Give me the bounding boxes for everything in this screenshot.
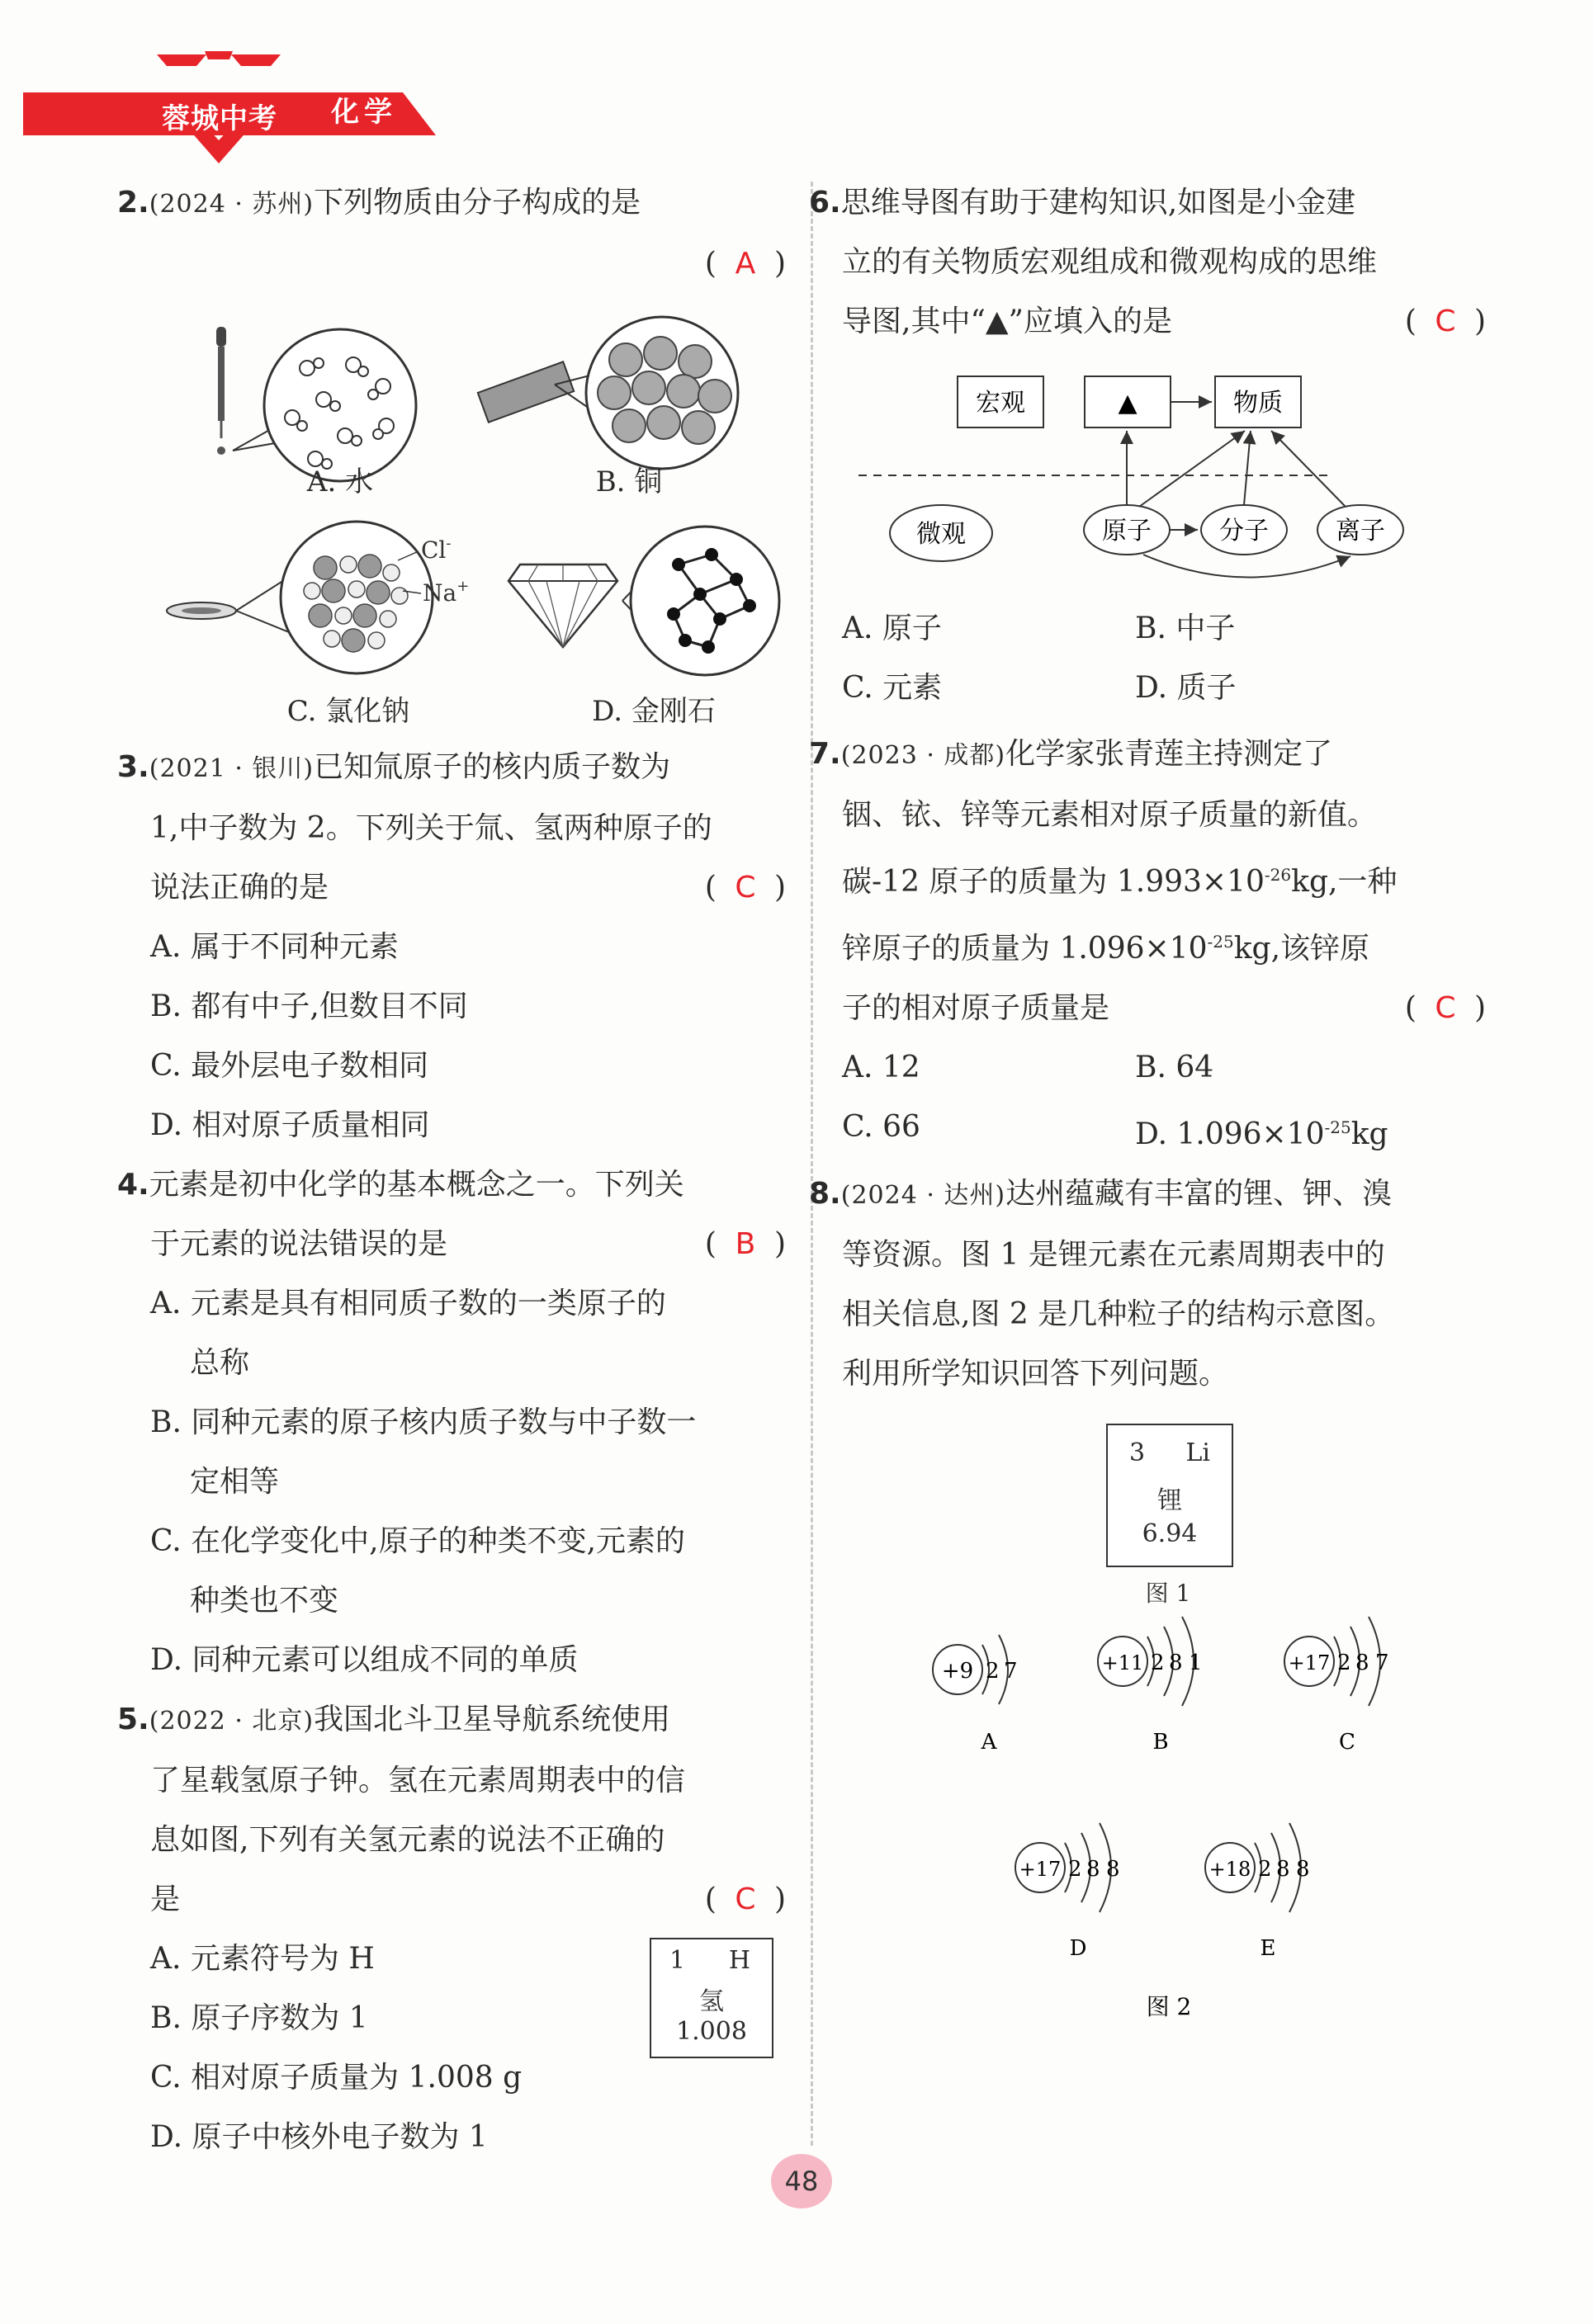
question-text: 锌原子的质量为 1.096×10	[842, 932, 1208, 966]
caption-b: B. 铜	[595, 465, 663, 498]
element-number: 3	[1129, 1438, 1146, 1467]
map-label-ion: 离子	[1336, 517, 1385, 546]
answer-bracket: ( C )	[705, 858, 786, 918]
question-text: 碳-12 原子的质量为 1.993×10	[842, 865, 1265, 899]
svg-text:E: E	[1260, 1936, 1276, 1961]
option-a: A. 原子	[842, 612, 942, 645]
answer-bracket: ( A )	[705, 234, 786, 294]
option-d: D. 原子中核外电子数为 1	[150, 2120, 488, 2154]
particle-c	[1284, 1617, 1389, 1755]
element-mass: 6.94	[1142, 1519, 1198, 1548]
question-text: 利用所学知识回答下列问题。	[842, 1357, 1229, 1391]
svg-text:D: D	[1069, 1936, 1087, 1961]
question-number: 5.	[117, 1703, 149, 1736]
svg-text:C: C	[1339, 1730, 1355, 1755]
answer-bracket: ( C )	[705, 1870, 786, 1930]
element-name: 氢	[699, 1987, 724, 2016]
option-c: C. 66	[842, 1110, 920, 1144]
mind-map	[842, 352, 1486, 599]
element-symbol: H	[728, 1946, 750, 1975]
option-a: A. 元素符号为 H	[150, 1942, 375, 1976]
svg-text:8: 8	[1355, 1651, 1369, 1675]
option-c: C. 元素	[842, 671, 943, 705]
question-text: 下列物质由分子构成的是	[314, 186, 641, 220]
figure-2-caption: 图 2	[1146, 1993, 1192, 2020]
header-banner	[0, 41, 462, 165]
figure-2	[842, 1610, 1486, 2039]
svg-text:2: 2	[1258, 1857, 1272, 1882]
question-text: 元素是初中化学的基本概念之一。下列关	[149, 1168, 684, 1202]
question-3	[117, 738, 786, 1155]
particle-structure-diagrams	[842, 1610, 1486, 2039]
caption-a: A. 水	[306, 465, 374, 498]
question-number: 2.	[117, 186, 149, 220]
question-text: 于元素的说法错误的是	[150, 1227, 448, 1261]
question-text: kg,该锌原	[1233, 932, 1370, 966]
answer-letter: C	[735, 871, 756, 905]
svg-text:2: 2	[986, 1659, 1000, 1684]
question-source: (2022 · 北京)	[149, 1707, 315, 1736]
answer-letter: C	[1435, 991, 1456, 1025]
question-text: 相关信息,图 2 是几种粒子的结构示意图。	[842, 1297, 1395, 1331]
answer-letter: A	[735, 247, 756, 281]
question-text: 已知氚原子的核内质子数为	[314, 750, 671, 784]
particle-b	[1098, 1617, 1203, 1755]
question-text: 了星载氢原子钟。氢在元素周期表中的信	[150, 1764, 686, 1797]
svg-text:8: 8	[1086, 1857, 1100, 1882]
map-label-triangle: ▲	[1118, 389, 1138, 418]
option-c: C. 在化学变化中,原子的种类不变,元素的	[150, 1524, 686, 1558]
option-c-cont: 种类也不变	[190, 1584, 339, 1618]
question-number: 4.	[117, 1168, 149, 1202]
svg-text:1: 1	[1189, 1651, 1203, 1675]
question-6	[809, 173, 1486, 718]
svg-text:A: A	[981, 1730, 997, 1755]
element-symbol: Li	[1185, 1438, 1210, 1467]
figure-nacl-diamond	[150, 515, 786, 738]
subject-tab: 化学	[331, 96, 397, 129]
question-source: (2024 · 达州)	[840, 1181, 1006, 1210]
question-text: 是	[150, 1882, 181, 1916]
hydrogen-element-card	[650, 1938, 773, 2058]
option-b-cont: 定相等	[190, 1465, 280, 1499]
figure-water-copper	[150, 294, 786, 515]
question-text: 达州蕴藏有丰富的锂、钾、溴	[1005, 1177, 1393, 1211]
question-source: (2021 · 银川)	[149, 754, 315, 783]
map-label-molecule: 分子	[1219, 517, 1269, 546]
answer-letter: C	[735, 1882, 756, 1916]
map-label-macro: 宏观	[976, 389, 1025, 418]
lithium-element-card	[1106, 1424, 1233, 1567]
question-text: kg,一种	[1291, 865, 1398, 899]
svg-text:8: 8	[1106, 1857, 1120, 1882]
question-number: 6.	[809, 186, 841, 220]
element-name: 锂	[1157, 1486, 1182, 1515]
ion-label-cl: Cl-	[421, 535, 452, 564]
svg-text:2: 2	[1337, 1651, 1351, 1675]
svg-text:+11: +11	[1101, 1651, 1144, 1675]
option-d: D. 相对原子质量相同	[150, 1108, 430, 1142]
option-a: A. 元素是具有相同质子数的一类原子的	[150, 1287, 666, 1320]
answer-bracket: ( C )	[1405, 979, 1486, 1038]
question-2	[117, 173, 786, 738]
option-b: B. 中子	[1135, 612, 1236, 645]
svg-text:8: 8	[1276, 1857, 1290, 1882]
question-4	[117, 1155, 786, 1690]
answer-bracket: ( C )	[1405, 292, 1486, 352]
option-c: C. 最外层电子数相同	[150, 1049, 429, 1083]
exponent: -25	[1207, 932, 1234, 952]
question-number: 8.	[809, 1177, 841, 1211]
option-a: A. 属于不同种元素	[150, 930, 399, 964]
question-text: 息如图,下列有关氢元素的说法不正确的	[150, 1823, 665, 1857]
svg-text:8: 8	[1169, 1651, 1183, 1675]
water-copper-diagram-icon	[150, 294, 786, 515]
svg-text:+9: +9	[941, 1659, 974, 1684]
svg-text:+18: +18	[1209, 1858, 1251, 1881]
exponent: -26	[1264, 865, 1292, 885]
option-c: C. 相对原子质量为 1.008 g	[150, 2061, 523, 2095]
map-label-micro: 微观	[916, 520, 966, 549]
option-a: A. 12	[842, 1051, 920, 1084]
left-column	[117, 173, 786, 2167]
map-label-atom: 原子	[1102, 517, 1152, 546]
option-d: D. $1.096\times 10^{-25}kg$	[1135, 1117, 1388, 1151]
question-text: 铟、铱、锌等元素相对原子质量的新值。	[842, 798, 1378, 832]
question-text: 子的相对原子质量是	[842, 991, 1110, 1025]
mind-map-diagram	[842, 352, 1486, 599]
question-source: (2023 · 成都)	[840, 741, 1006, 770]
question-text: 我国北斗卫星导航系统使用	[314, 1703, 671, 1736]
svg-text:B: B	[1152, 1730, 1169, 1755]
svg-text:7: 7	[1375, 1651, 1389, 1675]
figure-1	[842, 1404, 1486, 1610]
column-divider	[811, 182, 813, 2146]
option-d: D. 质子	[1135, 671, 1237, 705]
particle-d	[1015, 1823, 1120, 1961]
answer-bracket: ( B )	[705, 1215, 786, 1274]
svg-text:+17: +17	[1288, 1651, 1331, 1675]
svg-text:2: 2	[1151, 1651, 1165, 1675]
brand-name: 蓉城中考	[162, 102, 277, 135]
question-7	[809, 725, 1486, 1164]
question-text: 化学家张青莲主持测定了	[1005, 737, 1333, 771]
question-number: 7.	[809, 737, 841, 771]
particle-a	[933, 1635, 1018, 1755]
question-text: 导图,其中“▲”应填入的是	[842, 305, 1172, 338]
caption-d: D. 金刚石	[592, 695, 716, 728]
right-column	[809, 173, 1486, 2039]
question-text: 说法正确的是	[150, 871, 329, 905]
option-b: B. 64	[1135, 1051, 1214, 1084]
question-8	[809, 1164, 1486, 2039]
question-text: 立的有关物质宏观组成和微观构成的思维	[842, 245, 1378, 279]
option-a-cont: 总称	[190, 1346, 250, 1380]
question-text: 等资源。图 1 是锂元素在元素周期表中的	[842, 1238, 1385, 1272]
map-label-substance: 物质	[1233, 389, 1283, 418]
page-number: 48	[771, 2154, 832, 2208]
option-b: B. 都有中子,但数目不同	[150, 990, 468, 1023]
question-number: 3.	[117, 750, 149, 784]
answer-letter: B	[735, 1227, 756, 1261]
question-text: 1,中子数为 2。下列关于氚、氢两种原子的	[150, 811, 712, 845]
caption-c: C. 氯化钠	[286, 695, 410, 728]
svg-text:7: 7	[1004, 1659, 1018, 1684]
element-number: 1	[669, 1946, 686, 1975]
question-5	[117, 1690, 786, 2167]
question-text: 思维导图有助于建构知识,如图是小金建	[840, 186, 1356, 220]
particle-e	[1205, 1823, 1310, 1961]
option-b: B. 原子序数为 1	[150, 2001, 368, 2035]
figure-1-caption: 图 1	[1145, 1580, 1191, 1607]
element-mass: 1.008	[676, 2017, 747, 2046]
answer-letter: C	[1435, 305, 1456, 338]
svg-text:8: 8	[1296, 1857, 1310, 1882]
option-b: B. 同种元素的原子核内质子数与中子数一	[150, 1405, 697, 1439]
question-source: (2024 · 苏州)	[149, 190, 315, 219]
option-d: D. 同种元素可以组成不同的单质	[150, 1643, 579, 1677]
ion-label-na: Na+	[423, 578, 470, 607]
svg-text:+17: +17	[1019, 1858, 1062, 1881]
svg-text:2: 2	[1068, 1857, 1082, 1882]
